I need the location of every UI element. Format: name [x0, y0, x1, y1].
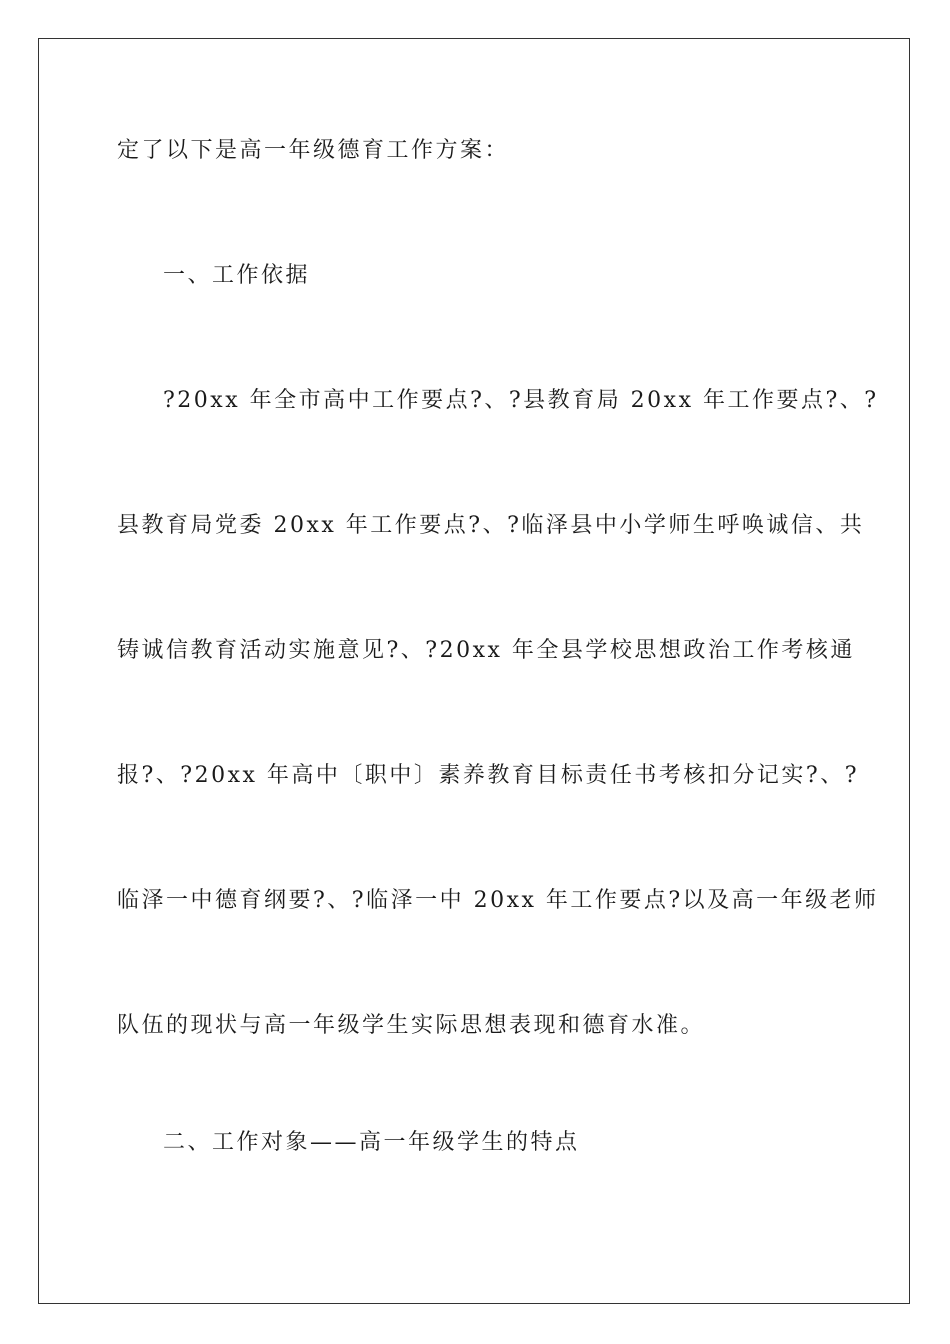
paragraph-line: 报?、?20xx 年高中〔职中〕素养教育目标责任书考核扣分记实?、?: [117, 763, 859, 788]
paragraph-line: 队伍的现状与高一年级学生实际思想表现和德育水准。: [117, 1013, 706, 1038]
paragraph-line: 县教育局党委 20xx 年工作要点?、?临泽县中小学师生呼唤诚信、共: [117, 513, 865, 538]
paragraph-line: 临泽一中德育纲要?、?临泽一中 20xx 年工作要点?以及高一年级老师: [117, 888, 879, 913]
paragraph-line: ?20xx 年全市高中工作要点?、?县教育局 20xx 年工作要点?、?: [163, 388, 879, 413]
paragraph-line: 铸诚信教育活动实施意见?、?20xx 年全县学校思想政治工作考核通: [117, 638, 855, 663]
page-border: [38, 38, 910, 1304]
section-heading-work-basis: 一、工作依据: [163, 263, 311, 288]
paragraph-line-intro: 定了以下是高一年级德育工作方案：: [117, 138, 510, 163]
section-heading-work-target: 二、工作对象——高一年级学生的特点: [163, 1130, 580, 1155]
